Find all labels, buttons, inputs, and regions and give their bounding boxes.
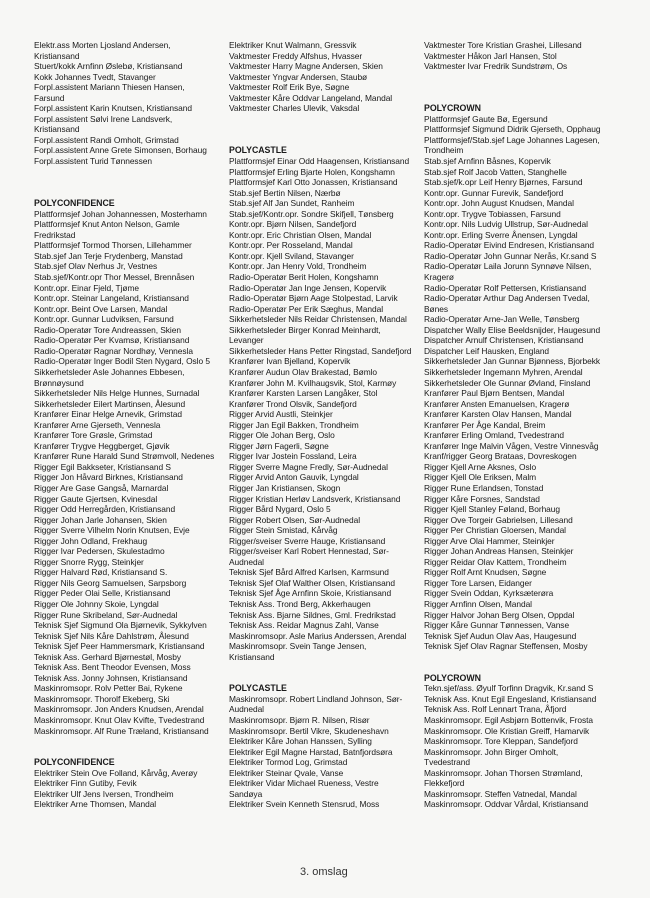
crew-entry: Rigger Jan Kristiansen, Skogn xyxy=(229,482,341,493)
crew-entry: Teknisk Sjef Peer Hammersmark, Kristiansand xyxy=(34,641,205,652)
crew-entry: Forpl.assistent Randi Omholt, Grimstad xyxy=(34,134,179,145)
spacer xyxy=(424,652,620,663)
crew-entry: Vaktmester Harry Magne Andersen, Skien xyxy=(229,61,383,72)
crew-entry: Rigger Kjell Arne Aksnes, Oslo xyxy=(424,461,537,472)
crew-entry: Teknisk Sjef Audun Olav Aas, Haugesund xyxy=(424,630,577,641)
crew-entry: Kontr.opr. Bjørn Nilsen, Sandefjord xyxy=(229,219,357,230)
crew-entry: Plattformsjef Erling Bjarte Holen, Kongshamn xyxy=(229,166,395,177)
crew-entry: Kontr.opr. Trygve Tobiassen, Farsund xyxy=(424,208,561,219)
crew-entry: Kontr.opr. Per Rosseland, Mandal xyxy=(229,240,353,251)
crew-entry: Elektriker Steinar Qvale, Vanse xyxy=(229,767,344,778)
crew-entry: Maskinromsopr. Alf Rune Træland, Kristiansand xyxy=(34,725,209,736)
section-heading: POLYCONFIDENCE xyxy=(34,757,115,768)
crew-entry: Bønes xyxy=(424,303,448,314)
spacer xyxy=(34,188,219,199)
crew-entry: Rigger Kjell Stanley Føland, Borhaug xyxy=(424,504,560,515)
crew-entry: Rigger Sverre Magne Fredly, Sør-Audnedal xyxy=(229,461,388,472)
crew-entry: Teknisk Sjef Bård Alfred Karlsen, Karmsund xyxy=(229,567,389,578)
crew-entry: Elektriker Kåre Johan Hanssen, Sylling xyxy=(229,736,372,747)
crew-entry: Rigger Arnfinn Olsen, Mandal xyxy=(424,598,532,609)
crew-entry: Kranfører Rune Harald Sund Strømvoll, Nedenes xyxy=(34,451,215,462)
crew-entry: Teknisk Sjef Olav Ragnar Steffensen, Mosby xyxy=(424,641,588,652)
crew-entry: Vaktmester Ivar Fredrik Sundstrøm, Os xyxy=(424,61,568,72)
crew-entry: Maskinromsopr. Johan Thorsen Strømland, xyxy=(424,767,583,778)
crew-entry: Kranfører Trond Olsvik, Sandefjord xyxy=(229,398,357,409)
crew-entry: Kontr.opr. Gunnar Ludviksen, Farsund xyxy=(34,314,174,325)
spacer xyxy=(229,662,414,673)
crew-entry: Maskinromsopr. Svein Tange Jensen, xyxy=(229,641,367,652)
crew-entry: Radio-Operatør Berit Holen, Kongshamn xyxy=(229,272,379,283)
crew-entry: Elektriker Svein Kenneth Stensrud, Moss xyxy=(229,799,380,810)
crew-entry: Teknisk Ass. Bjarne Sildnes, Gml. Fredrikstad xyxy=(229,609,396,620)
crew-entry: Radio-Operatør Per Kvamsø, Kristiansand xyxy=(34,335,190,346)
page-footer: 3. omslag xyxy=(300,866,348,878)
crew-entry: Brønnøysund xyxy=(34,377,84,388)
crew-entry: Rigger Jørn Fagerli, Søgne xyxy=(229,440,329,451)
spacer xyxy=(34,736,219,747)
crew-entry: Plattformsjef/Stab.sjef Lage Johannes Lagesen, xyxy=(424,134,600,145)
crew-entry: Rigger Rolf Arnt Knudsen, Søgne xyxy=(424,567,547,578)
crew-entry: Rigger Per Christian Gloersen, Mandal xyxy=(424,525,566,536)
crew-entry: Maskinromsopr. Egil Asbjørn Bottenvik, Frosta xyxy=(424,715,594,725)
crew-entry: Tvedestrand xyxy=(424,757,471,768)
column-3 xyxy=(424,40,620,810)
crew-entry: Kontr.opr. Kjell Sviland, Stavanger xyxy=(229,250,354,261)
crew-entry: Vaktmester Freddy Alfshus, Hvasser xyxy=(229,50,363,61)
crew-entry: Stab.sjef Arnfinn Båsnes, Kopervik xyxy=(424,156,551,167)
crew-entry: Radio-Operatør Bjørn Aage Stolpestad, Larvik xyxy=(229,293,398,304)
crew-entry: Maskinromsopr. Jon Anders Knudsen, Arendal xyxy=(34,704,204,715)
crew-entry: Rigger Rune Skribeland, Sør-Audnedal xyxy=(34,609,178,620)
crew-entry: Plattformsjef Sigmund Didrik Gjerseth, Opphaug xyxy=(424,124,601,135)
crew-entry: Stab.sjef Olav Nerhus Jr, Vestnes xyxy=(34,261,158,272)
crew-entry: Radio-Operatør Arthur Dag Andersen Tvedal, xyxy=(424,293,590,304)
crew-entry: Kranfører Erling Omland, Tvedestrand xyxy=(424,430,565,441)
crew-entry: Fredrikstad xyxy=(34,229,76,240)
crew-entry: Kranfører Trygve Heggberget, Gjøvik xyxy=(34,440,170,451)
crew-entry: Elektriker Vidar Michael Rueness, Vestre xyxy=(229,778,379,789)
crew-entry: Sikkerhetsleder Ingemann Myhren, Arendal xyxy=(424,366,583,377)
crew-entry: Radio-Operatør Eivind Endresen, Kristiansand xyxy=(424,240,595,251)
crew-entry: Forpl.assistent Sølvi Irene Landsverk, xyxy=(34,113,173,124)
crew-entry: Plattformsjef Einar Odd Haagensen, Kristiansand xyxy=(229,156,410,167)
crew-entry: Teknisk Sjef Åge Arnfinn Skoie, Kristiansand xyxy=(229,588,392,599)
crew-entry: Vaktmester Rolf Erik Bye, Søgne xyxy=(229,82,350,93)
crew-entry: Rigger Halvard Rød, Kristiansand S. xyxy=(34,567,168,578)
crew-entry: Elektr.ass Morten Ljosland Andersen, xyxy=(34,40,171,50)
crew-entry: Rigger Kjell Ole Eriksen, Malm xyxy=(424,472,537,483)
crew-entry: Maskinromsopr. Rolv Petter Bai, Rykene xyxy=(34,683,183,694)
crew-entry: Radio-Operatør John Gunnar Nerås, Kr.sand S xyxy=(424,250,597,261)
crew-entry: Plattformsjef Tormod Thorsen, Lillehammer xyxy=(34,240,192,251)
spacer xyxy=(34,747,219,758)
crew-entry: Teknisk Ass. Knut Egil Engesland, Kristiansand xyxy=(424,693,597,704)
crew-entry: Maskinromsopr. Ole Kristian Greiff, Hamarvik xyxy=(424,725,590,736)
crew-entry: Vaktmester Yngvar Andersen, Staubø xyxy=(229,71,368,82)
spacer xyxy=(424,82,620,93)
crew-entry: Rigger Johan Andreas Hansen, Steinkjer xyxy=(424,546,574,557)
crew-entry: Flekkefjord xyxy=(424,778,465,789)
crew-entry: Elektriker Tormod Log, Grimstad xyxy=(229,757,348,768)
crew-entry: Rigger Johan Jarle Johansen, Skien xyxy=(34,514,167,525)
crew-entry: Rigger Ove Torgeir Gabrielsen, Lillesand xyxy=(424,514,573,525)
crew-entry: Stab.sjef Rolf Jacob Vatten, Stanghelle xyxy=(424,166,567,177)
crew-entry: Radio-Operatør Laila Jorunn Synnøve Nilsen, xyxy=(424,261,592,272)
crew-entry: Teknisk Ass. Jonny Johnsen, Kristiansand xyxy=(34,672,188,683)
crew-entry: Kontr.opr. Beint Ove Larsen, Mandal xyxy=(34,303,168,314)
crew-entry: Kragerø xyxy=(424,272,454,283)
spacer xyxy=(424,662,620,673)
section-heading: POLYCASTLE xyxy=(229,145,287,156)
crew-entry: Maskinromsopr. John Birger Omholt, xyxy=(424,746,559,757)
crew-entry: Rigger Ole Johan Berg, Oslo xyxy=(229,430,335,441)
crew-entry: Tekn.sjef/ass. Øyulf Torfinn Dragvik, Kr.sand S xyxy=(424,683,594,694)
crew-entry: Kontr.opr. Steinar Langeland, Kristiansand xyxy=(34,293,189,304)
crew-entry: Kranfører Karsten Olav Hansen, Mandal xyxy=(424,409,572,420)
section-heading: POLYCROWN xyxy=(424,103,481,114)
crew-entry: Kontr.opr. Erling Sverre Ånensen, Lyngdal xyxy=(424,229,578,240)
crew-entry: Kontr.opr. Gunnar Furevik, Sandefjord xyxy=(424,187,564,198)
crew-entry: Elektriker Finn Gutiby, Fevik xyxy=(34,778,137,789)
crew-entry: Radio-Operatør Tore Andreassen, Skien xyxy=(34,324,181,335)
crew-entry: Forpl.assistent Karin Knutsen, Kristiansand xyxy=(34,103,192,114)
crew-entry: Teknisk Ass. Gerhard Bjørnestøl, Mosby xyxy=(34,651,182,662)
column-2 xyxy=(229,40,414,810)
crew-entry: Sandøya xyxy=(229,788,263,799)
crew-entry: Farsund xyxy=(34,92,65,103)
crew-entry: Maskinromsopr. Robert Lindland Johnson, Sør- xyxy=(229,693,403,704)
crew-entry: Teknisk Ass. Reidar Magnus Zahl, Vanse xyxy=(229,620,379,631)
section-heading: POLYCROWN xyxy=(424,672,481,683)
crew-entry: Maskinromsopr. Bjørn R. Nilsen, Risør xyxy=(229,715,370,725)
crew-entry: Radio-Operatør Arne-Jan Welle, Tønsberg xyxy=(424,314,580,325)
crew-entry: Kontr.opr. John August Knudsen, Mandal xyxy=(424,198,574,209)
crew-entry: Kranfører Paul Bjørn Bentsen, Mandal xyxy=(424,388,565,399)
crew-entry: Kokk Johannes Tvedt, Stavanger xyxy=(34,71,156,82)
crew-entry: Rigger Ole Johnny Skoie, Lyngdal xyxy=(34,598,159,609)
crew-entry: Elektriker Knut Walmann, Gressvik xyxy=(229,40,357,50)
crew-entry: Rigger Kåre Forsnes, Sandstad xyxy=(424,493,540,504)
crew-entry: Audnedal xyxy=(229,704,264,715)
crew-entry: Kranfører Per Åge Kandal, Breim xyxy=(424,419,546,430)
section-heading: POLYCASTLE xyxy=(229,683,287,694)
crew-entry: Kranfører Ansten Emanuelsen, Kragerø xyxy=(424,398,570,409)
crew-entry: Rigger Arvid Austli, Steinkjer xyxy=(229,409,333,420)
crew-entry: Radio-Operatør Jan Inge Jensen, Kopervik xyxy=(229,282,387,293)
crew-entry: Radio-Operatør Rolf Pettersen, Kristiansand xyxy=(424,282,587,293)
crew-entry: Sikkerhetsleder Nils Helge Hunnes, Surnadal xyxy=(34,388,200,399)
crew-entry: Elektriker Ulf Jens Iversen, Trondheim xyxy=(34,788,174,799)
crew-entry: Kranf/rigger Georg Brataas, Dovreskogen xyxy=(424,451,577,462)
crew-entry: Dispatcher Arnulf Christensen, Kristiansand xyxy=(424,335,584,346)
crew-entry: Rigger Peder Olai Selle, Kristiansand xyxy=(34,588,171,599)
crew-entry: Rigger/sveiser Karl Robert Hennestad, Sør- xyxy=(229,546,389,557)
crew-entry: Forpl.assistent Anne Grete Simonsen, Borhaug xyxy=(34,145,207,156)
crew-entry: Stab.sjef/Kontr.opr Thor Messel, Brennåsen xyxy=(34,272,195,283)
crew-entry: Forpl.assistent Turid Tønnessen xyxy=(34,156,152,167)
crew-entry: Stuert/kokk Arnfinn Øslebø, Kristiansand xyxy=(34,61,183,72)
crew-entry: Teknisk Sjef Olaf Walther Olsen, Kristiansand xyxy=(229,577,395,588)
crew-entry: Kranfører Arne Gjerseth, Vennesla xyxy=(34,419,161,430)
crew-entry: Rigger John Odland, Frekhaug xyxy=(34,535,148,546)
crew-entry: Radio-Operatør Ragnar Nordhøy, Vennesla xyxy=(34,345,193,356)
crew-entry: Kontr.opr. Einar Fjeld, Tjøme xyxy=(34,282,139,293)
crew-entry: Kristiansand xyxy=(34,124,80,135)
crew-entry: Sikkerhetsleder Nils Reidar Christensen, Mandal xyxy=(229,314,407,325)
crew-entry: Rigger Jon Håvard Birknes, Kristiansand xyxy=(34,472,183,483)
crew-entry: Teknisk Ass. Trond Berg, Akkerhaugen xyxy=(229,598,371,609)
crew-entry: Rigger Reidar Olav Kattem, Trondheim xyxy=(424,556,567,567)
crew-entry: Stab.sjef Bertin Nilsen, Nærbø xyxy=(229,187,341,198)
crew-entry: Dispatcher Leif Hausken, England xyxy=(424,345,550,356)
crew-entry: Rigger Ivar Pedersen, Skulestadmo xyxy=(34,546,165,557)
crew-entry: Maskinromsopr. Knut Olav Kvifte, Tvedestrand xyxy=(34,715,205,725)
crew-entry: Rigger/sveiser Sverre Hauge, Kristiansand xyxy=(229,535,386,546)
crew-entry: Radio-Operatør Per Erik Sæghus, Mandal xyxy=(229,303,384,314)
crew-entry: Sikkerhetsleder Asle Johannes Ebbesen, xyxy=(34,366,185,377)
crew-entry: Rigger Gaute Gjertsen, Kvinesdal xyxy=(34,493,158,504)
crew-entry: Sikkerhetsleder Eilert Martinsen, Ålesund xyxy=(34,398,186,409)
crew-entry: Rigger Arvid Anton Gauvik, Lyngdal xyxy=(229,472,359,483)
crew-entry: Maskinromsopr. Bertil Vikre, Skudeneshavn xyxy=(229,725,389,736)
crew-entry: Dispatcher Wally Elise Beeldsnijder, Haugesund xyxy=(424,324,601,335)
crew-entry: Plattformsjef Gaute Bø, Egersund xyxy=(424,113,548,124)
crew-entry: Rigger Snorre Rygg, Steinkjer xyxy=(34,556,144,567)
crew-entry: Rigger Tore Larsen, Eidanger xyxy=(424,577,532,588)
crew-entry: Sikkerhetsleder Hans Petter Ringstad, Sandefjord xyxy=(229,345,412,356)
crew-entry: Rigger Jan Egil Bakken, Trondheim xyxy=(229,419,359,430)
crew-entry: Kranfører Audun Olav Brakestad, Bømlo xyxy=(229,366,378,377)
crew-entry: Elektriker Egil Magne Harstad, Batnfjordsøra xyxy=(229,746,393,757)
crew-entry: Sikkerhetsleder Birger Konrad Meinhardt, xyxy=(229,324,381,335)
crew-entry: Kontr.opr. Jan Henry Vold, Trondheim xyxy=(229,261,367,272)
spacer xyxy=(34,177,219,188)
crew-entry: Kranfører Einar Helge Arnevik, Grimstad xyxy=(34,409,182,420)
crew-entry: Rigger Ivar Jostein Fossland, Leira xyxy=(229,451,357,462)
spacer xyxy=(424,72,620,83)
crew-entry: Rigger Svein Oddan, Kyrksæterøra xyxy=(424,588,554,599)
crew-entry: Kranfører Karsten Larsen Langåker, Stol xyxy=(229,388,378,399)
crew-entry: Trondheim xyxy=(424,145,464,156)
crew-entry: Forpl.assistent Mariann Thiesen Hansen, xyxy=(34,82,185,93)
crew-entry: Stab.sjef Jan Terje Frydenberg, Manstad xyxy=(34,250,183,261)
crew-entry: Rigger Are Gase Gangså, Marnardal xyxy=(34,482,169,493)
crew-entry: Rigger Nils Georg Samuelsen, Sarpsborg xyxy=(34,577,187,588)
spacer xyxy=(229,124,414,135)
crew-entry: Rigger Arve Olai Hammer, Steinkjer xyxy=(424,535,555,546)
crew-entry: Rigger Robert Olsen, Sør-Audnedal xyxy=(229,514,361,525)
crew-entry: Teknisk Ass. Rolf Lennart Trana, Åfjord xyxy=(424,704,567,715)
crew-entry: Plattformsjef Knut Anton Nelson, Gamle xyxy=(34,219,180,230)
crew-entry: Rigger Kristian Herløv Landsverk, Kristiansand xyxy=(229,493,401,504)
crew-entry: Rigger Stein Smistad, Kårvåg xyxy=(229,525,338,536)
crew-entry: Maskinromsopr. Tore Kleppan, Sandefjord xyxy=(424,736,578,747)
spacer xyxy=(229,135,414,146)
crew-entry: Teknisk Sjef Sigmund Ola Bjørnevik, Sykkylven xyxy=(34,620,207,631)
column-1 xyxy=(34,40,219,810)
crew-entry: Elektriker Arne Thomsen, Mandal xyxy=(34,799,157,810)
crew-entry: Kranfører Inge Malvin Vågen, Vestre Vinnesvåg xyxy=(424,440,599,451)
crew-entry: Elektriker Stein Ove Folland, Kårvåg, Averøy xyxy=(34,767,198,778)
crew-entry: Kontr.opr. Eric Christian Olsen, Mandal xyxy=(229,229,372,240)
crew-entry: Rigger Odd Herregården, Kristiansand xyxy=(34,504,176,515)
crew-entry: Vaktmester Håkon Jarl Hansen, Stol xyxy=(424,50,557,61)
crew-entry: Maskinromsopr. Steffen Vatnedal, Mandal xyxy=(424,788,577,799)
crew-entry: Maskinromsopr. Asle Marius Anderssen, Arendal xyxy=(229,630,407,641)
spacer xyxy=(229,673,414,684)
crew-entry: Vaktmester Tore Kristian Grashei, Lillesand xyxy=(424,40,582,50)
crew-entry: Kranfører Tore Grøsle, Grimstad xyxy=(34,430,153,441)
section-heading: POLYCONFIDENCE xyxy=(34,198,115,209)
crew-entry: Audnedal xyxy=(229,556,264,567)
crew-entry: Kranfører John M. Kvilhaugsvik, Stol, Karmøy xyxy=(229,377,397,388)
crew-entry: Radio-Operatør Inger Bodil Sten Nygard, Oslo 5 xyxy=(34,356,210,367)
crew-entry: Rigger Halvor Johan Berg Olsen, Oppdal xyxy=(424,609,575,620)
crew-entry: Maskinromsopr. Oddvar Vårdal, Kristiansand xyxy=(424,799,589,810)
crew-entry: Maskinromsopr. Thorolf Ekeberg, Ski xyxy=(34,693,170,704)
crew-entry: Vaktmester Kåre Oddvar Langeland, Mandal xyxy=(229,92,393,103)
crew-entry: Teknisk Sjef Nils Kåre Dahlstrøm, Ålesund xyxy=(34,630,189,641)
crew-entry: Stab.sjef Alf Jan Sundet, Ranheim xyxy=(229,198,355,209)
spacer xyxy=(229,114,414,125)
crew-entry: Kontr.opr. Nils Ludvig Ullstrup, Sør-Audnedal xyxy=(424,219,588,230)
crew-entry: Stab.sjef/Kontr.opr. Sondre Skifjell, Tønsberg xyxy=(229,208,394,219)
crew-entry: Kranfører Ivan Bjelland, Kopervik xyxy=(229,356,351,367)
crew-entry: Kristiansand xyxy=(229,651,275,662)
crew-entry: Sikkerhetsleder Ole Gunnar Øvland, Finsland xyxy=(424,377,591,388)
crew-entry: Rigger Sverre Vilhelm Norin Knutsen, Evje xyxy=(34,525,190,536)
crew-entry: Sikkerhetsleder Jan Gunnar Bjønness, Bjorbekk xyxy=(424,356,601,367)
crew-entry: Vaktmester Charles Ulevik, Vaksdal xyxy=(229,103,360,114)
crew-entry: Rigger Bård Nygard, Oslo 5 xyxy=(229,504,331,515)
spacer xyxy=(424,93,620,104)
crew-entry: Plattformsjef Karl Otto Jonassen, Kristiansand xyxy=(229,177,398,188)
crew-entry: Kristiansand xyxy=(34,50,80,61)
crew-entry: Levanger xyxy=(229,335,264,346)
crew-entry: Rigger Egil Bakkseter, Kristiansand S xyxy=(34,461,171,472)
crew-entry: Stab.sjef/k.opr Leif Henry Bjørnes, Farsund xyxy=(424,177,583,188)
spacer xyxy=(34,167,219,178)
crew-entry: Rigger Kåre Gunnar Tønnessen, Vanse xyxy=(424,620,570,631)
crew-entry: Plattformsjef Johan Johannessen, Mosterhamn xyxy=(34,208,207,219)
crew-entry: Teknisk Ass. Bent Theodor Evensen, Moss xyxy=(34,662,191,673)
crew-entry: Rigger Rune Erlandsen, Tonstad xyxy=(424,482,544,493)
